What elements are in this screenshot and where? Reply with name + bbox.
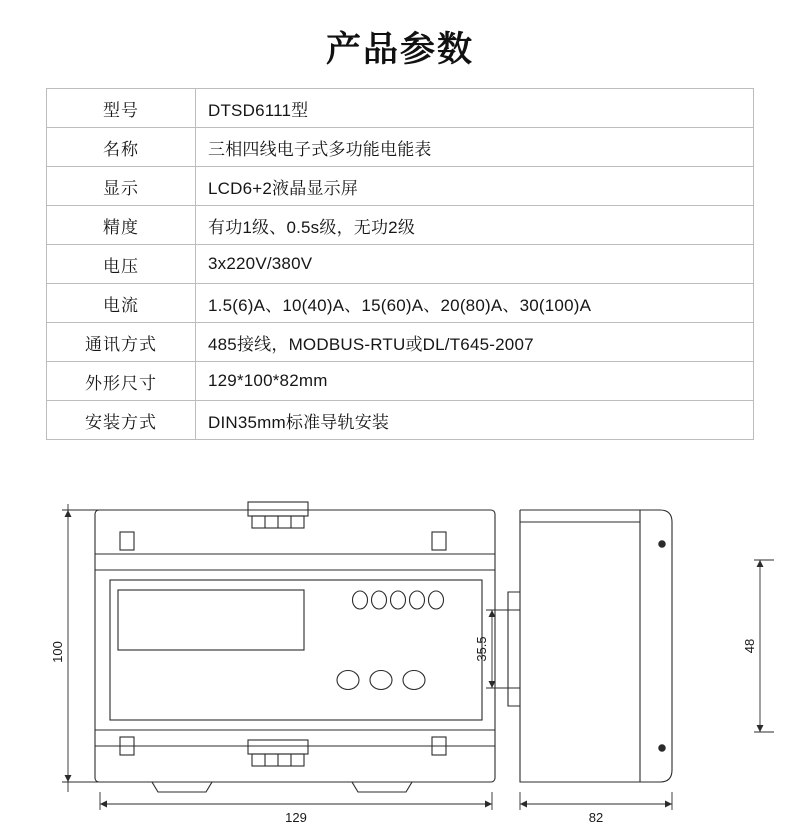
spec-value: 有功1级、0.5s级，无功2级 [196, 206, 754, 245]
spec-label: 外形尺寸 [47, 362, 196, 401]
dim-side-width: 82 [588, 810, 604, 822]
spec-value: DIN35mm标准导轨安装 [196, 401, 754, 440]
table-row [47, 245, 754, 284]
spec-label: 电流 [47, 284, 196, 323]
spec-value: 129*100*82mm [196, 362, 754, 401]
spec-table [46, 88, 754, 440]
table-row [47, 206, 754, 245]
spec-label: 通讯方式 [47, 323, 196, 362]
dim-front-width: 129 [285, 810, 307, 822]
page-title: 产品参数 [325, 30, 474, 69]
table-row [47, 284, 754, 323]
spec-value: 三相四线电子式多功能电能表 [196, 128, 754, 167]
spec-label: 名称 [47, 128, 196, 167]
spec-label: 精度 [47, 206, 196, 245]
dim-front-height: 100 [50, 641, 65, 663]
dim-side-height: 48 [742, 638, 757, 654]
spec-value: 1.5(6)A、10(40)A、15(60)A、20(80)A、30(100)A [196, 284, 754, 323]
table-row [47, 362, 754, 401]
table-row [47, 89, 754, 128]
table-row [47, 167, 754, 206]
table-row [47, 323, 754, 362]
spec-label: 显示 [47, 167, 196, 206]
dim-side-rail: 35.5 [474, 636, 489, 662]
spec-label: 安装方式 [47, 401, 196, 440]
table-row [47, 401, 754, 440]
spec-label: 电压 [47, 245, 196, 284]
spec-value: LCD6+2液晶显示屏 [196, 167, 754, 206]
spec-table-body [47, 89, 754, 440]
spec-value: 3x220V/380V [196, 245, 754, 284]
table-row [47, 128, 754, 167]
spec-value: 485接线，MODBUS-RTU或DL/T645-2007 [196, 323, 754, 362]
spec-value: DTSD6111型 [196, 89, 754, 128]
technical-drawing [0, 492, 800, 822]
spec-label: 型号 [47, 89, 196, 128]
